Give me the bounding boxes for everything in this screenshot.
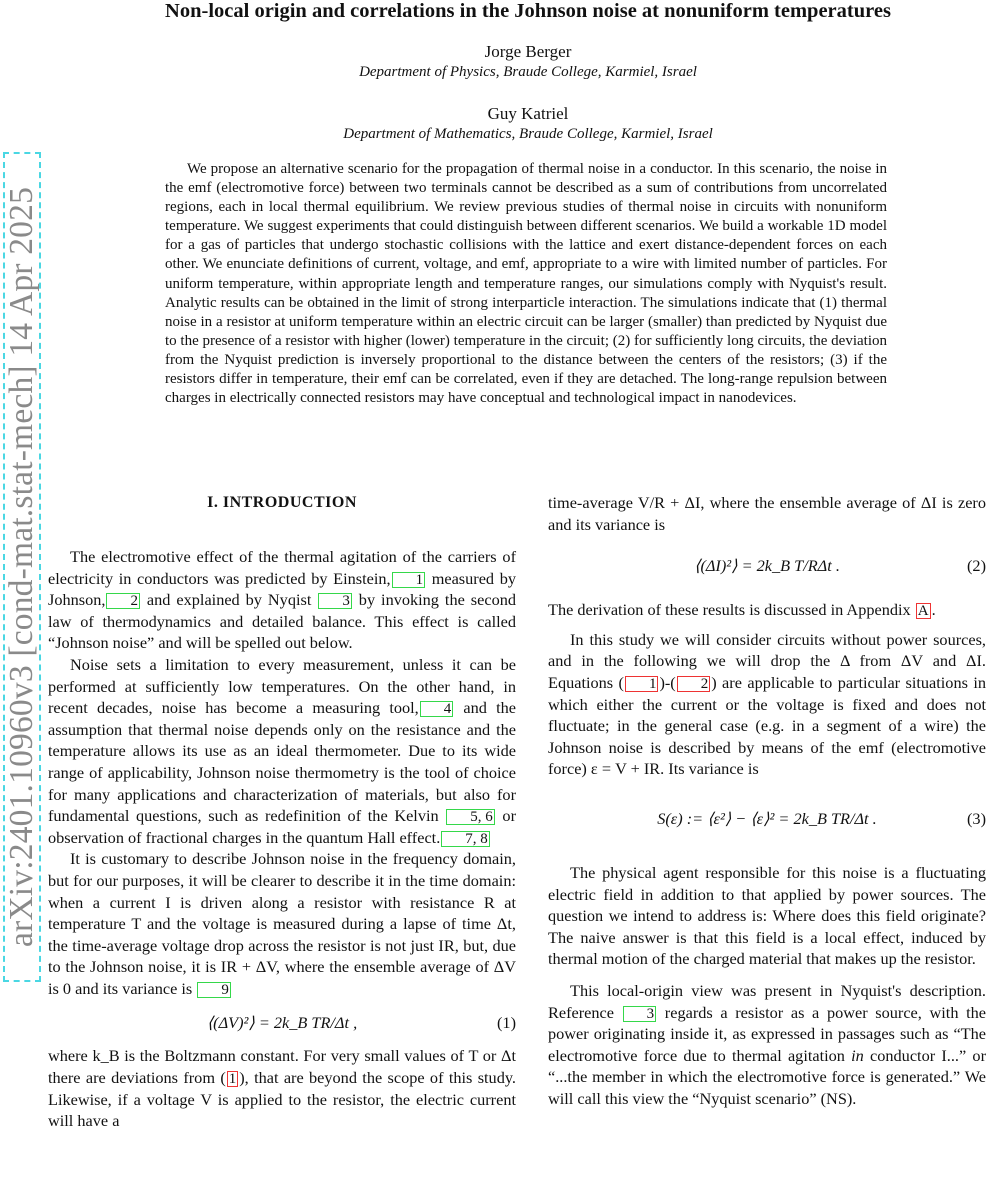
arxiv-identifier: arXiv:2401.10960v3 [cond-mat.stat-mech] 14 Apr 2025 <box>3 186 41 948</box>
author-name: Guy Katriel <box>487 104 569 123</box>
author-affiliation: Department of Mathematics, Braude College, Karmiel, Israel <box>343 126 713 142</box>
paragraph: It is customary to describe Johnson noise in the frequency domain, but for our purposes, it will be clearer to describe it in the time domain: when a current I is driven along a resistor with resistance R at temperature T and the voltage is measured during a lapse of time Δt, the time-average voltage drop across the resistor is not just IR, but, due to the Johnson noise, it is IR + ΔV, where the ensemble average of ΔV is 0 and its variance is 9 <box>48 849 516 998</box>
citation-link[interactable]: 4 <box>420 701 454 717</box>
equation-3 <box>548 806 986 832</box>
equation-number: (2) <box>967 556 986 576</box>
citation-link[interactable]: 9 <box>197 982 231 998</box>
citation-link[interactable]: 3 <box>623 1006 657 1022</box>
paragraph: Noise sets a limitation to every measurement, unless it can be performed at sufficiently low temperatures. On the other hand, in recent decades, noise has become a measuring tool, 4 and the assumption that thermal noise depends only on the resistance and the temperature allows its use as an ideal thermometer. Due to its wide range of applicability, Johnson noise thermometry is the tool of choice for many applications and characterization of materials, but also for fundamental questions, such as redefinition of the Kelvin 5, 6 or observation of fractional charges in the quantum Hall effect. 7, 8 <box>48 654 516 847</box>
citation-link[interactable]: 2 <box>106 593 140 609</box>
appendix-link[interactable]: A <box>917 603 929 620</box>
equation-1 <box>48 1009 516 1035</box>
citation-link[interactable]: 5, 6 <box>446 809 495 825</box>
equation-2 <box>548 553 986 579</box>
paragraph: In this study we will consider circuits without power sources, and in the following we will drop the Δ from ΔV and ΔI. Equations ( 1 )-( 2 ) are applicable to particular situations in which either the current or the voltage is fixed and does not fluctuate; in the general case (e.g. in a segment of a wire) the Johnson noise is described by means of the emf (electromotive force) ε = V + IR. Its variance is <box>548 629 986 779</box>
abstract-text: We propose an alternative scenario for the propagation of thermal noise in a conductor. In this scenario, the noise in the emf (electromotive force) between two terminals cannot be described as a sum of contributions from uncorrelated regions, each in local thermal equilibrium. We review previous studies of thermal noise in circuits with nonuniform temperature. We suggest experiments that could distinguish between different scenarios. We build a workable 1D model for a gas of particles that undergo stochastic collisions with the lattice and exert distance-dependent forces on each other. We enunciate definitions of current, voltage, and emf, appropriate to a wire with limited number of particles. For uniform temperature, within appropriate length and temperature ranges, our simulations comply with Nyquist's result. Analytic results can be obtained in the limit of strong interparticle interaction. The simulations indicate that (1) thermal noise in a resistor at uniform temperature within an electric circuit can be larger (smaller) than predicted by Nyquist due to the presence of a resistor with higher (lower) temperature in the circuit; (2) for sufficiently long circuits, the deviation from the Nyquist prediction is inversely proportional to the distance between the centers of the resistors; (3) if the resistors differ in temperature, their emf can be correlated, even if they are detached. The long-range repulsion between charges in electrically connected resistors may have conceptual and technological impact in nanodevices. <box>165 161 887 407</box>
arxiv-side-stamp <box>3 152 41 982</box>
equation-number: (3) <box>967 809 986 829</box>
left-column <box>48 492 516 1132</box>
equation-number: (1) <box>497 1012 516 1032</box>
paragraph: The electromotive effect of the thermal agitation of the carriers of electricity in conductors was predicted by Einstein, 1 measured by Johnson, 2 and explained by Nyqist 3 by invoking the second law of thermodynamics and detailed balance. This effect is called “Johnson noise” and will be spelled out below. <box>48 547 516 653</box>
paragraph: The physical agent responsible for this noise is a fluctuating electric field in addition to that applied by power sources. The question we intend to address is: Where does this field originate? The naive answer is that this field is a local effect, induced by thermal motion of the charged material that makes up the resistor. <box>548 862 986 969</box>
citation-link[interactable]: 7, 8 <box>441 831 490 847</box>
author-affiliation: Department of Physics, Braude College, Karmiel, Israel <box>359 64 697 80</box>
equation-link[interactable]: 2 <box>677 676 711 692</box>
equation-body: S(ε) := ⟨ε²⟩ − ⟨ε⟩² = 2k_B TR/Δt . <box>657 809 877 829</box>
right-column <box>548 492 986 1109</box>
equation-link[interactable]: 1 <box>625 676 659 692</box>
section-heading: I. INTRODUCTION <box>207 494 357 511</box>
abstract <box>165 160 887 408</box>
paragraph: This local-origin view was present in Nyquist's description. Reference 3 regards a resistor as a power source, with the power originating inside it, as expressed in passages such as “The electromotive force due to thermal agitation in conductor I...” or “...the member in which the electromotive force is generated.” We will call this view the “Nyquist scenario” (NS). <box>548 980 986 1108</box>
paper-title: Non-local origin and correlations in the Johnson noise at nonuniform temperatures <box>165 0 891 22</box>
author-name: Jorge Berger <box>484 42 572 61</box>
equation-body: ⟨(ΔV)²⟩ = 2k_B TR/Δt , <box>206 1012 358 1032</box>
citation-link[interactable]: 1 <box>392 572 426 588</box>
paragraph: time-average V/R + ΔI, where the ensemble average of ΔI is zero and its variance is <box>548 493 986 534</box>
equation-link[interactable]: 1 <box>228 1071 237 1088</box>
paragraph: where k_B is the Boltzmann constant. For very small values of T or Δt there are deviations from ( 1 ), that are beyond the scope of this study. Likewise, if a voltage V is applied to the resistor, the electric current will have a <box>48 1046 516 1131</box>
citation-link[interactable]: 3 <box>318 593 352 609</box>
equation-body: ⟨(ΔI)²⟩ = 2k_B T/RΔt . <box>694 556 840 576</box>
paragraph: The derivation of these results is discussed in Appendix A . <box>548 600 936 620</box>
